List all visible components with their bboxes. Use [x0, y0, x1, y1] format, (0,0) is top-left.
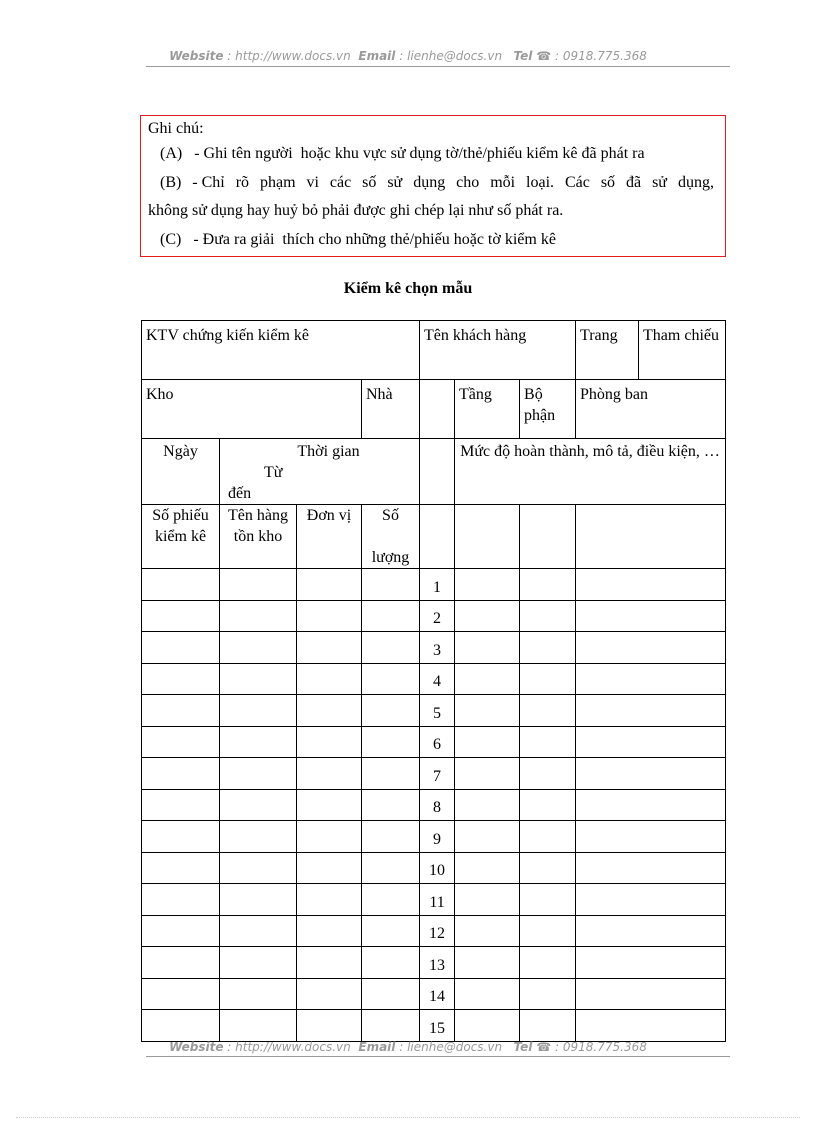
- ktv-witness-cell: KTV chứng kiến kiểm kê: [142, 321, 420, 380]
- empty-cell: [220, 915, 297, 947]
- note-b-word: dụng,: [677, 174, 714, 191]
- note-b-word: - Chỉ: [192, 174, 225, 191]
- empty-cell: [362, 600, 420, 632]
- empty-cell: [220, 726, 297, 758]
- time-label: Thời gian: [297, 443, 360, 460]
- empty-cell: [220, 884, 297, 916]
- empty-cell: [520, 632, 576, 664]
- empty-cell: [362, 758, 420, 790]
- note-b-word: mỗi: [490, 174, 516, 191]
- note-b-word: (B): [160, 174, 182, 191]
- empty-cell: [220, 600, 297, 632]
- empty-cell: [362, 632, 420, 664]
- house-cell: Nhà: [362, 380, 420, 439]
- row-number-cell: 14: [420, 978, 455, 1010]
- website-label: Website: [169, 49, 224, 63]
- empty-cell: [520, 726, 576, 758]
- empty-cell: [520, 1010, 576, 1042]
- empty-cell: [362, 789, 420, 821]
- empty-cell: [220, 821, 297, 853]
- empty-cell: [576, 947, 726, 979]
- empty-cell: [576, 632, 726, 664]
- page-footer: [0, 1040, 816, 1054]
- completion-cell: Mức độ hoàn thành, mô tả, điều kiện, …: [455, 439, 726, 505]
- empty-cell: [142, 569, 220, 601]
- empty-cell: [455, 978, 520, 1010]
- blank-cell: [576, 505, 726, 569]
- email-link[interactable]: : lienhe@docs.vn: [399, 49, 503, 63]
- empty-cell: [520, 758, 576, 790]
- empty-cell: [520, 569, 576, 601]
- email-label: Email: [358, 49, 396, 63]
- row-number-cell: 13: [420, 947, 455, 979]
- note-b-word: đã: [626, 174, 642, 191]
- note-b-word: dụng: [413, 174, 446, 191]
- empty-cell: [455, 884, 520, 916]
- table-row: [142, 821, 726, 853]
- quantity-label-line1: Số: [382, 507, 399, 524]
- page-title: Kiểm kê chọn mẫu: [343, 280, 473, 297]
- empty-cell: [576, 663, 726, 695]
- table-row: [142, 758, 726, 790]
- time-to-label: đến: [228, 485, 252, 502]
- website-link[interactable]: : http://www.docs.vn: [227, 49, 351, 63]
- empty-cell: [142, 758, 220, 790]
- phone-icon: ☎: [536, 1040, 552, 1054]
- blank-cell: [420, 439, 455, 505]
- row-number-cell: 6: [420, 726, 455, 758]
- empty-cell: [142, 789, 220, 821]
- row-number-cell: 11: [420, 884, 455, 916]
- empty-cell: [576, 915, 726, 947]
- empty-cell: [520, 789, 576, 821]
- empty-cell: [297, 947, 362, 979]
- item-name-header: Tên hàng tồn kho: [220, 505, 297, 569]
- table-row: [142, 852, 726, 884]
- empty-cell: [520, 978, 576, 1010]
- empty-cell: [297, 663, 362, 695]
- empty-cell: [297, 600, 362, 632]
- blank-cell: [455, 505, 520, 569]
- empty-cell: [576, 789, 726, 821]
- row-number-cell: 8: [420, 789, 455, 821]
- tel-label: Tel: [513, 49, 533, 63]
- tel-label: Tel: [513, 1040, 533, 1054]
- table-row: [142, 569, 726, 601]
- empty-cell: [362, 569, 420, 601]
- note-b-word: số: [362, 174, 377, 191]
- empty-cell: [520, 600, 576, 632]
- note-b-word: số: [600, 174, 616, 191]
- date-cell: Ngày: [142, 439, 220, 505]
- phone-icon: ☎: [536, 49, 552, 63]
- header-divider: [146, 66, 730, 67]
- reference-cell: Tham chiếu: [639, 321, 726, 380]
- empty-cell: [455, 726, 520, 758]
- blank-cell: [420, 505, 455, 569]
- empty-cell: [220, 663, 297, 695]
- empty-cell: [362, 884, 420, 916]
- empty-cell: [297, 884, 362, 916]
- empty-cell: [576, 852, 726, 884]
- numbered-rows: [142, 569, 726, 1042]
- empty-cell: [455, 821, 520, 853]
- empty-cell: [142, 632, 220, 664]
- empty-cell: [142, 978, 220, 1010]
- time-from-label: Từ: [264, 464, 283, 481]
- empty-cell: [220, 852, 297, 884]
- slip-number-header: Số phiếu kiểm kê: [142, 505, 220, 569]
- empty-cell: [520, 947, 576, 979]
- table-row: [142, 695, 726, 727]
- note-b-word: Các: [565, 174, 590, 191]
- empty-cell: [520, 695, 576, 727]
- empty-cell: [520, 884, 576, 916]
- empty-cell: [362, 947, 420, 979]
- empty-cell: [455, 758, 520, 790]
- empty-cell: [297, 852, 362, 884]
- empty-cell: [362, 695, 420, 727]
- empty-cell: [455, 852, 520, 884]
- empty-cell: [576, 978, 726, 1010]
- empty-cell: [520, 915, 576, 947]
- empty-cell: [297, 915, 362, 947]
- note-b-word: vi: [306, 174, 319, 191]
- table-row: [142, 663, 726, 695]
- table-row: [142, 884, 726, 916]
- page-header: [0, 49, 816, 63]
- empty-cell: [297, 1010, 362, 1042]
- row-number-cell: 15: [420, 1010, 455, 1042]
- empty-cell: [576, 695, 726, 727]
- empty-cell: [362, 663, 420, 695]
- tel-value: : 0918.775.368: [555, 1040, 647, 1054]
- table-row: [142, 978, 726, 1010]
- empty-cell: [576, 569, 726, 601]
- unit-header: Đơn vị: [297, 505, 362, 569]
- empty-cell: [455, 569, 520, 601]
- page-bottom-border: [16, 1117, 800, 1119]
- empty-cell: [455, 632, 520, 664]
- empty-cell: [455, 695, 520, 727]
- table-row: [142, 632, 726, 664]
- row-number-cell: 7: [420, 758, 455, 790]
- note-a: (A) - Ghi tên người hoặc khu vực sử dụng tờ/thẻ/phiếu kiểm kê đã phát ra: [160, 145, 645, 162]
- empty-cell: [142, 884, 220, 916]
- empty-cell: [297, 726, 362, 758]
- table-row: [142, 915, 726, 947]
- empty-cell: [220, 695, 297, 727]
- tel-value: : 0918.775.368: [555, 49, 647, 63]
- table-row: [142, 947, 726, 979]
- blank-cell: [520, 505, 576, 569]
- note-b-word: rõ: [235, 174, 250, 191]
- empty-cell: [362, 915, 420, 947]
- note-b-word: sử: [387, 174, 403, 191]
- empty-cell: [220, 789, 297, 821]
- empty-cell: [362, 978, 420, 1010]
- note-c: (C) - Đưa ra giải thích cho những thẻ/phiếu hoặc tờ kiểm kê: [160, 231, 556, 248]
- row-number-cell: 1: [420, 569, 455, 601]
- empty-cell: [455, 947, 520, 979]
- empty-cell: [142, 600, 220, 632]
- empty-cell: [362, 726, 420, 758]
- empty-cell: [220, 632, 297, 664]
- empty-cell: [455, 663, 520, 695]
- section-cell: Bộ phận: [520, 380, 576, 439]
- row-number-cell: 3: [420, 632, 455, 664]
- empty-cell: [362, 1010, 420, 1042]
- note-b-word: sử: [652, 174, 667, 191]
- empty-cell: [220, 947, 297, 979]
- department-cell: Phòng ban: [576, 380, 726, 439]
- empty-cell: [220, 978, 297, 1010]
- row-number-cell: 5: [420, 695, 455, 727]
- row-number-cell: 2: [420, 600, 455, 632]
- empty-cell: [362, 821, 420, 853]
- note-b-word: loại.: [526, 174, 555, 191]
- empty-cell: [362, 852, 420, 884]
- empty-cell: [297, 695, 362, 727]
- empty-cell: [455, 1010, 520, 1042]
- empty-cell: [520, 852, 576, 884]
- empty-cell: [576, 726, 726, 758]
- empty-cell: [297, 758, 362, 790]
- empty-cell: [576, 884, 726, 916]
- empty-cell: [220, 1010, 297, 1042]
- empty-cell: [576, 600, 726, 632]
- row-number-cell: 4: [420, 663, 455, 695]
- quantity-header: [362, 505, 420, 569]
- empty-cell: [142, 947, 220, 979]
- notes-box: [140, 115, 726, 257]
- empty-cell: [142, 915, 220, 947]
- notes-title: Ghi chú:: [148, 120, 204, 137]
- inventory-sample-table: [141, 320, 726, 1042]
- note-b-word: phạm: [259, 174, 296, 191]
- time-cell: [220, 439, 420, 505]
- row-number-cell: 9: [420, 821, 455, 853]
- note-b: [148, 168, 718, 197]
- note-b-word: cho: [456, 174, 480, 191]
- empty-cell: [142, 1010, 220, 1042]
- empty-cell: [576, 758, 726, 790]
- empty-cell: [142, 821, 220, 853]
- email-link[interactable]: : lienhe@docs.vn: [399, 1040, 503, 1054]
- empty-cell: [142, 663, 220, 695]
- footer-divider: [146, 1056, 730, 1057]
- table-row: [142, 1010, 726, 1042]
- empty-cell: [142, 726, 220, 758]
- table-row: [142, 726, 726, 758]
- empty-cell: [455, 789, 520, 821]
- website-label: Website: [169, 1040, 224, 1054]
- table-row: [142, 789, 726, 821]
- page-cell: Trang: [576, 321, 639, 380]
- blank-cell: [420, 380, 455, 439]
- empty-cell: [576, 1010, 726, 1042]
- empty-cell: [576, 821, 726, 853]
- empty-cell: [220, 569, 297, 601]
- empty-cell: [455, 600, 520, 632]
- empty-cell: [520, 821, 576, 853]
- empty-cell: [297, 569, 362, 601]
- row-number-cell: 12: [420, 915, 455, 947]
- website-link[interactable]: : http://www.docs.vn: [227, 1040, 351, 1054]
- empty-cell: [520, 663, 576, 695]
- row-number-cell: 10: [420, 852, 455, 884]
- table-row: [142, 600, 726, 632]
- email-label: Email: [358, 1040, 396, 1054]
- empty-cell: [297, 821, 362, 853]
- empty-cell: [142, 695, 220, 727]
- empty-cell: [455, 915, 520, 947]
- empty-cell: [297, 789, 362, 821]
- note-b-continued: không sử dụng hay huỷ bỏ phải được ghi chép lại như số phát ra.: [148, 202, 564, 219]
- quantity-label-line2: lượng: [371, 549, 410, 566]
- empty-cell: [297, 978, 362, 1010]
- empty-cell: [220, 758, 297, 790]
- note-b-word: các: [329, 174, 352, 191]
- client-name-cell: Tên khách hàng: [420, 321, 576, 380]
- empty-cell: [142, 852, 220, 884]
- empty-cell: [297, 632, 362, 664]
- warehouse-cell: Kho: [142, 380, 362, 439]
- floor-cell: Tầng: [455, 380, 520, 439]
